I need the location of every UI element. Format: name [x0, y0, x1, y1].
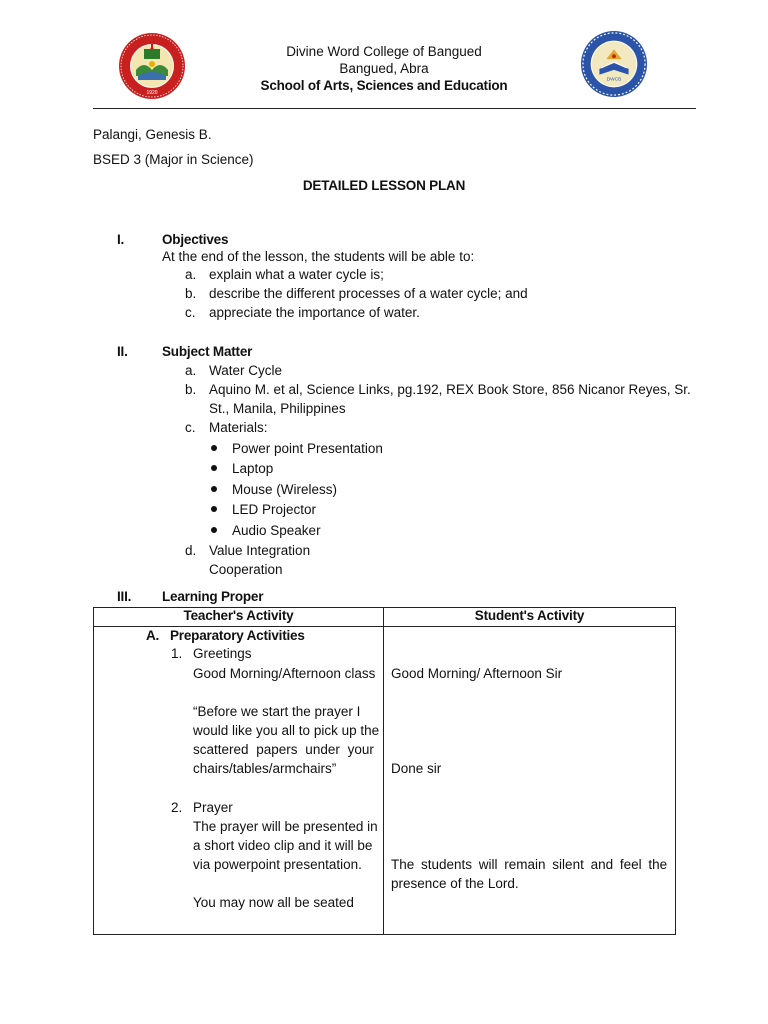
teacher-quote-line: “Before we start the prayer I — [193, 704, 361, 719]
section-number-2: II. — [117, 344, 128, 359]
material-item: LED Projector — [232, 502, 317, 517]
college-seal-left — [118, 32, 186, 100]
college-address: Bangued, Abra — [339, 61, 429, 76]
teacher-seated-instruction: You may now all be seated — [193, 895, 354, 910]
subject-letter: b. — [185, 382, 197, 397]
objective-letter: b. — [185, 286, 197, 301]
teacher-prayer-line: via powerpoint presentation. — [193, 857, 362, 872]
teacher-quote-line: chairs/tables/armchairs” — [193, 761, 337, 776]
objectives-intro: At the end of the lesson, the students will be able to: — [162, 249, 475, 264]
student-prayer-line: presence of the Lord. — [391, 876, 519, 891]
preparatory-activities-title: Preparatory Activities — [170, 628, 305, 643]
section-letter: A. — [146, 628, 160, 643]
bullet-icon — [211, 486, 217, 492]
subject-letter: c. — [185, 420, 196, 435]
reference-line-1: Aquino M. et al, Science Links, pg.192, REX Book Store, 856 Nicanor Reyes, Sr. — [209, 382, 691, 397]
step-number: 2. — [171, 800, 183, 815]
objective-item: explain what a water cycle is; — [209, 267, 384, 282]
teacher-quote-line: would like you all to pick up the — [193, 723, 380, 738]
school-name: School of Arts, Sciences and Education — [260, 78, 508, 93]
bullet-icon — [211, 506, 217, 512]
school-seal-right — [580, 30, 648, 98]
teacher-prayer-line: The prayer will be presented in — [193, 819, 378, 834]
header-divider — [93, 108, 696, 109]
section-title-objectives: Objectives — [162, 232, 229, 247]
objective-letter: c. — [185, 305, 196, 320]
student-done: Done sir — [391, 761, 442, 776]
college-name: Divine Word College of Bangued — [286, 44, 482, 59]
step-title-prayer: Prayer — [193, 800, 233, 815]
document-title: DETAILED LESSON PLAN — [302, 178, 466, 193]
bullet-icon — [211, 445, 217, 451]
subject-letter: a. — [185, 363, 197, 378]
seal-left-year: 1920 — [146, 90, 158, 96]
materials-label: Materials: — [209, 420, 268, 435]
step-title-greetings: Greetings — [193, 646, 252, 661]
reference-line-2: St., Manila, Philippines — [209, 401, 346, 416]
material-item: Laptop — [232, 461, 274, 476]
student-activity-cell — [384, 627, 676, 935]
student-prayer-line: The students will remain silent and feel the — [391, 857, 668, 872]
objective-item: appreciate the importance of water. — [209, 305, 420, 320]
author-course: BSED 3 (Major in Science) — [93, 152, 254, 167]
student-greeting: Good Morning/ Afternoon Sir — [391, 666, 563, 681]
student-activity-header: Student's Activity — [384, 608, 676, 627]
teacher-activity-cell — [94, 627, 384, 935]
table-row — [94, 627, 676, 935]
subject-letter: d. — [185, 543, 197, 558]
subject-topic: Water Cycle — [209, 363, 283, 378]
section-number-3: III. — [117, 589, 132, 604]
activity-table — [93, 607, 676, 935]
bullet-icon — [211, 527, 217, 533]
teacher-greeting: Good Morning/Afternoon class — [193, 666, 376, 681]
seal-right-code: DWCB — [606, 77, 622, 83]
material-item: Mouse (Wireless) — [232, 482, 338, 497]
material-item: Audio Speaker — [232, 523, 321, 538]
material-item: Power point Presentation — [232, 441, 383, 456]
teacher-prayer-line: a short video clip and it will be — [193, 838, 373, 853]
objective-letter: a. — [185, 267, 197, 282]
teacher-quote-line: scattered papers under your — [193, 742, 374, 757]
section-number-1: I. — [117, 232, 125, 247]
section-title-learning-proper: Learning Proper — [162, 589, 264, 604]
objective-item: describe the different processes of a water cycle; and — [209, 286, 528, 301]
teacher-activity-header: Teacher's Activity — [94, 608, 384, 627]
section-title-subject-matter: Subject Matter — [162, 344, 253, 359]
bullet-icon — [211, 465, 217, 471]
table-header-row — [94, 608, 676, 627]
author-name: Palangi, Genesis B. — [93, 127, 212, 142]
step-number: 1. — [171, 646, 183, 661]
value-integration-label: Value Integration — [209, 543, 311, 558]
value-integration-value: Cooperation — [209, 562, 283, 577]
